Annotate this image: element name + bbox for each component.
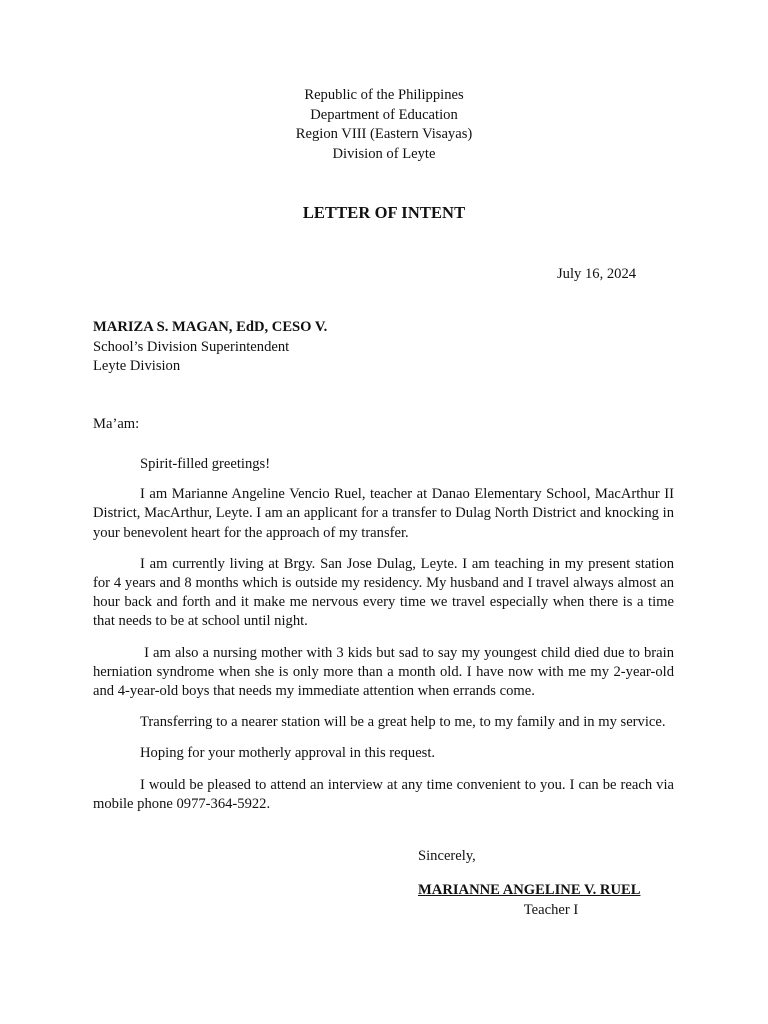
signatory-name: MARIANNE ANGELINE V. RUEL [418, 882, 641, 898]
body-paragraph-greeting: Spirit-filled greetings! [140, 456, 271, 472]
letterhead-line-region: Region VIII (Eastern Visayas) [295, 126, 473, 142]
signature-block [418, 880, 658, 920]
body-paragraph-hope: Hoping for your motherly approval in this request. [140, 745, 436, 762]
letterhead-line-department: Department of Education [310, 106, 458, 123]
closing: Sincerely, [418, 848, 476, 864]
recipient-name: MARIZA S. MAGAN, EdD, CESO V. [93, 319, 328, 335]
letterhead-line-division: Division of Leyte [332, 145, 436, 162]
letterhead-line-republic: Republic of the Philippines [304, 87, 464, 103]
body-paragraph-residency: I am currently living at Brgy. San Jose Dulag, Leyte. I am teaching in my present station for 4 years and 8 months which is outside my residency. My husband and I travel always almost an hour back and forth and it make me nervous every time we travel especially when there is a time that needs to be at school until night. [93, 555, 674, 630]
salutation: Ma’am: [93, 416, 140, 432]
recipient-block [93, 318, 327, 377]
letterhead [0, 86, 768, 164]
body-paragraph-introduction: I am Marianne Angeline Vencio Ruel, teacher at Danao Elementary School, MacArthur II District, MacArthur, Leyte. I am an applicant for a transfer to Dulag North District and knocking in your benevolent heart for the approach of my transfer. [93, 486, 674, 541]
letter-date: July 16, 2024 [557, 266, 637, 282]
body-paragraph-family: I am also a nursing mother with 3 kids but sad to say my youngest child died due to brain herniation syndrome when she is only more than a month old. I have now with me my 2-year-old and 4-year-old boys that needs my immediate attention when errands come. [93, 644, 678, 700]
letter-title: LETTER OF INTENT [302, 203, 466, 222]
signatory-position: Teacher I [523, 902, 579, 918]
letter-body [93, 455, 678, 826]
body-paragraph-contact: I would be pleased to attend an interview at any time convenient to you. I can be reach via mobile phone 0977-364-5922. [93, 776, 674, 812]
recipient-office: Leyte Division [93, 358, 181, 374]
recipient-position: School’s Division Superintendent [93, 338, 290, 355]
body-paragraph-request: Transferring to a nearer station will be a great help to me, to my family and in my service. [140, 714, 666, 731]
